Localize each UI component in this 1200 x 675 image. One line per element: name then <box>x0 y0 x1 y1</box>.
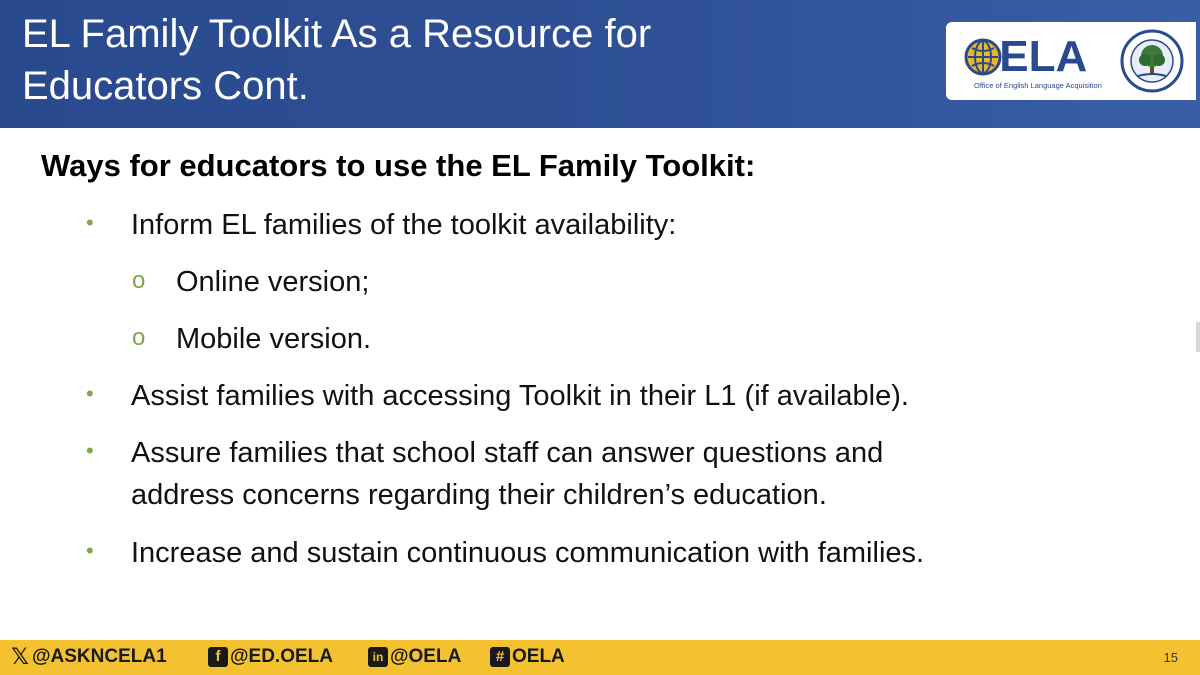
sub-bullet-text: Online version; <box>176 266 370 298</box>
bullet-icon: • <box>86 210 94 235</box>
oela-wordmark <box>965 32 1087 82</box>
oela-wordmark-text: ELA <box>999 32 1088 81</box>
bullet-text: Assist families with accessing Toolkit in their L1 (if available). <box>131 380 909 412</box>
slide-header <box>0 0 1200 128</box>
twitter-handle-text: @ASKNCELA1 <box>32 646 167 667</box>
facebook-handle-text: @ED.OELA <box>230 646 333 667</box>
slide-title <box>22 8 922 112</box>
sub-bullet-icon: o <box>132 267 146 294</box>
linkedin-icon: in <box>368 647 388 667</box>
bullet-icon: • <box>86 538 94 563</box>
title-line-1: EL Family Toolkit As a Resource for <box>22 12 652 56</box>
body-heading: Ways for educators to use the EL Family Toolkit: <box>41 148 756 183</box>
hashtag[interactable] <box>490 646 565 668</box>
hashtag-text: OELA <box>512 646 565 667</box>
twitter-handle[interactable] <box>10 646 167 668</box>
bullet-icon: • <box>86 438 94 463</box>
oela-logo <box>946 22 1196 100</box>
bullet-icon: • <box>86 381 94 406</box>
page-number: 15 <box>1163 650 1178 665</box>
bullet-text-line-2: address concerns regarding their children’s education. <box>131 479 827 511</box>
title-line-2: Educators Cont. <box>22 64 309 108</box>
linkedin-handle[interactable] <box>368 646 461 668</box>
department-seal-icon <box>1120 29 1184 93</box>
bullet-text-line-1: Assure families that school staff can answer questions and <box>131 437 884 469</box>
bullet-text: Inform EL families of the toolkit availability: <box>131 209 677 241</box>
slide-body <box>0 128 1200 640</box>
sub-bullet-text: Mobile version. <box>176 323 372 355</box>
slide-footer <box>0 640 1200 675</box>
hashtag-icon: # <box>490 647 510 667</box>
oela-subtitle: Office of English Language Acquisition <box>974 81 1102 90</box>
sub-bullet-icon: o <box>132 324 146 351</box>
facebook-icon: f <box>208 647 228 667</box>
bullet-text: Increase and sustain continuous communication with families. <box>131 537 925 569</box>
linkedin-handle-text: @OELA <box>390 646 462 667</box>
scroll-handle[interactable] <box>1196 322 1200 352</box>
x-icon: 𝕏 <box>11 644 29 669</box>
facebook-handle[interactable] <box>208 646 333 668</box>
